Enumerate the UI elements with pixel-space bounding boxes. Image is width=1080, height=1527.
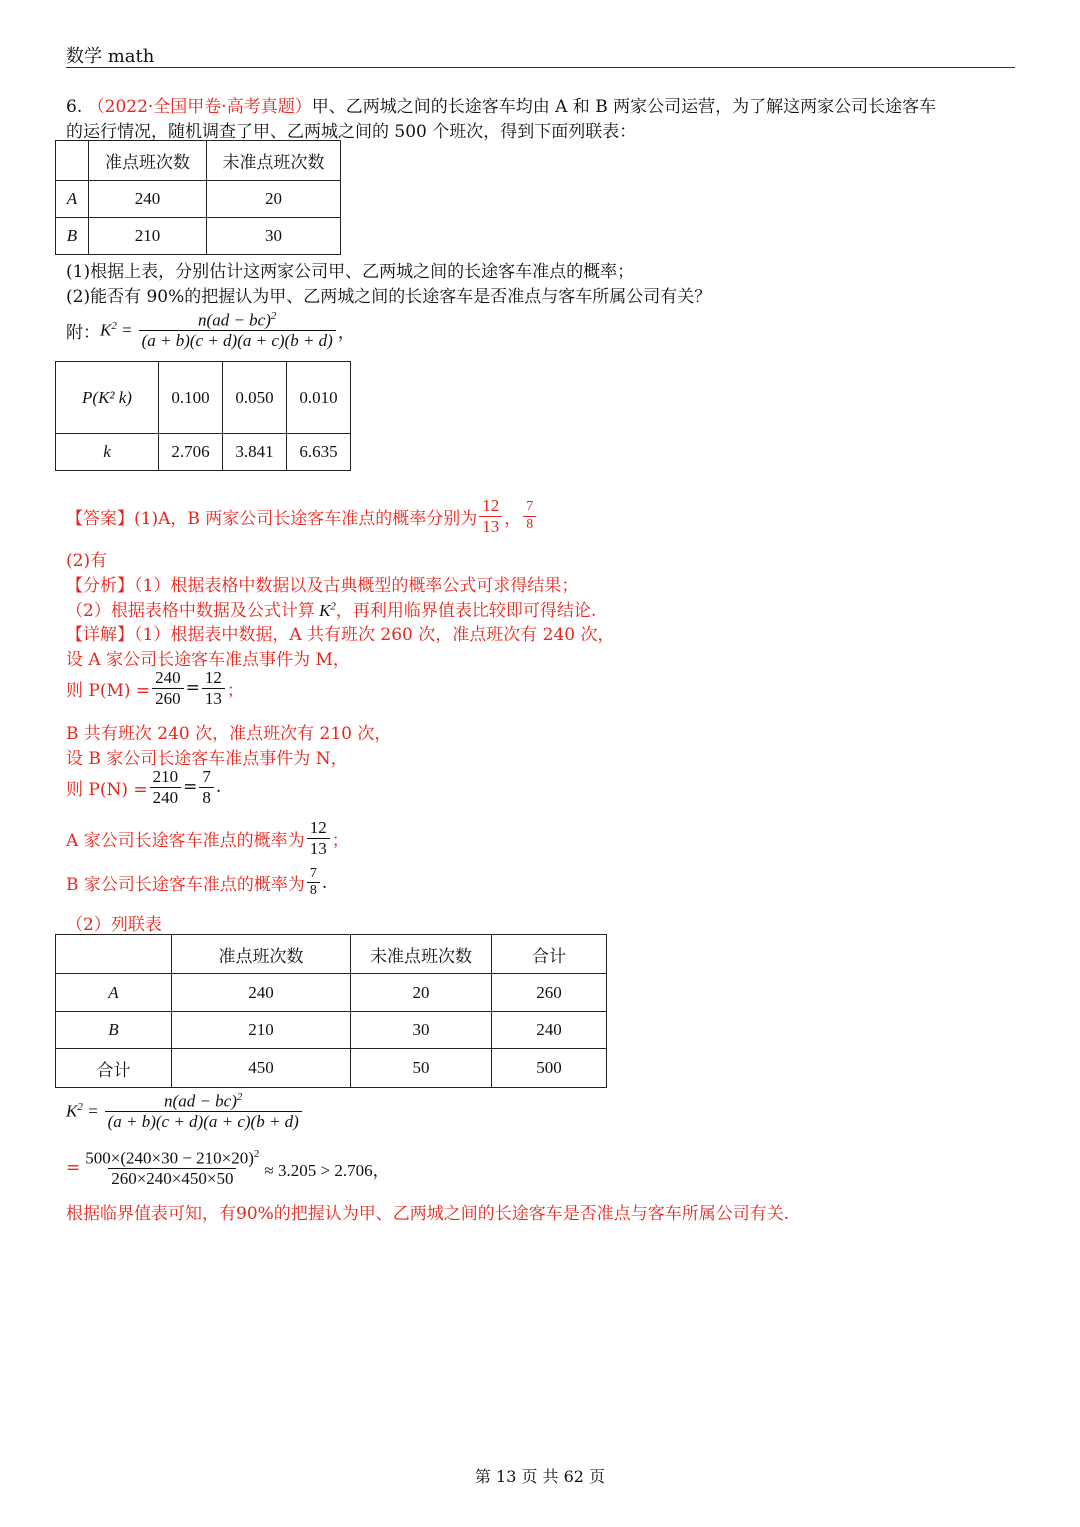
table3-row-label-b: B [56, 1012, 172, 1049]
table3-header-late: 未准点班次数 [351, 935, 492, 974]
table2-cell: 0.050 [223, 362, 287, 434]
table1-cell: 240 [89, 181, 207, 218]
critical-value-table [55, 361, 351, 471]
table3-cell: 20 [351, 974, 492, 1012]
table1-cell: 20 [207, 181, 341, 218]
prob-a-fraction: $\frac{12}{13}$ [307, 818, 330, 858]
answer-line: 【答案】 (1)A，B 两家公司长途客车准点的概率分别为 $\frac{12}{13}$ ， $\frac{7}{8}$ [66, 496, 538, 536]
answer-fraction-b: $\frac{7}{8}$ [523, 499, 536, 532]
table2-cell: 6.635 [287, 434, 351, 471]
answer-text: (1)A，B 两家公司长途客车准点的概率分别为 [134, 508, 478, 529]
table1-corner [56, 141, 89, 181]
appendix-label: 附： [66, 322, 100, 343]
problem-source: （2022·全国甲卷·高考真题） [87, 97, 312, 117]
calc-fraction: $\frac{500\times(240\times 30 - 210\times 20)^2}{260\times 240\times 450\times 50}$ [85, 1148, 260, 1189]
calc-result: ≈ 3.205 > 2.706， [264, 1160, 390, 1180]
table3-cell: 30 [351, 1012, 492, 1049]
answer-part-2: (2)有 [66, 551, 108, 571]
pm-fraction-1: $\frac{240}{260}$ [152, 668, 184, 708]
analysis-line-1: 【分析】（1）根据表格中数据以及古典概型的概率公式可求得结果； [66, 576, 579, 596]
table3-row-label-total: 合计 [56, 1049, 172, 1088]
analysis-line-2: （2）根据表格中数据及公式计算 $K^2$，再利用临界值表比较即可得结论. [66, 600, 597, 621]
conclusion: 根据临界值表可知，有90%的把握认为甲、乙两城之间的长途客车是否准点与客车所属公司有关. [66, 1204, 790, 1224]
table2-k-label: k [56, 434, 159, 471]
problem-text-1: 甲、乙两城之间的长途客车均由 A 和 B 两家公司运营，为了解这两家公司长途客车 [311, 97, 937, 117]
table3-cell: 240 [172, 974, 351, 1012]
appendix-formula: 附： $K^2$ = $\frac{n(ad - bc)^2}{(a + b)(c + d)(a + c)(b + d)}$ ， [66, 310, 355, 351]
table2-cell: 3.841 [223, 434, 287, 471]
table1-header-late: 未准点班次数 [207, 141, 341, 181]
pn-equation: 则 P(N) = $\frac{210}{240}$ = $\frac{7}{8}$ . [66, 767, 222, 807]
answer-tag: 【答案】 [66, 508, 134, 529]
table3-header-ontime: 准点班次数 [172, 935, 351, 974]
detail-line-5: A 家公司长途客车准点的概率为 $\frac{12}{13}$ ； [66, 818, 349, 858]
k-squared-symbol: $K^2$ = [100, 320, 133, 340]
answer-fraction-a: $\frac{12}{13}$ [479, 496, 502, 536]
table1-row-label-b: B [56, 218, 89, 255]
detail-line-2: 设 A 家公司长途客车准点事件为 M， [66, 650, 350, 670]
contingency-table-1 [55, 140, 341, 255]
table3-cell: 210 [172, 1012, 351, 1049]
table1-header-ontime: 准点班次数 [89, 141, 207, 181]
table2-cell: 0.010 [287, 362, 351, 434]
table3-corner [56, 935, 172, 974]
table2-cell: 2.706 [159, 434, 223, 471]
problem-line-1 [66, 92, 936, 117]
k-squared-fraction: $\frac{n(ad - bc)^2}{(a + b)(c + d)(a + c)(b + d)}$ [139, 310, 336, 351]
formula-denominator: (a + b)(c + d)(a + c)(b + d) [139, 330, 336, 351]
detail-tag: 【详解】 [66, 625, 134, 645]
table3-cell: 260 [492, 974, 607, 1012]
pn-fraction-1: $\frac{210}{240}$ [150, 767, 182, 807]
k-squared-calculation: = $\frac{500\times(240\times 30 - 210\times 20)^2}{260\times 240\times 450\times 50}$ ≈ 3.205 > 2.706， [66, 1148, 390, 1189]
pm-equation: 则 P(M) = $\frac{240}{260}$ = $\frac{12}{13}$ ； [66, 668, 244, 708]
header-divider [66, 67, 1015, 68]
problem-line-2: 的运行情况，随机调查了甲、乙两城之间的 500 个班次，得到下面列联表： [66, 122, 637, 142]
table1-cell: 210 [89, 218, 207, 255]
table3-row-label-a: A [56, 974, 172, 1012]
detail-line-3: B 共有班次 240 次，准点班次有 210 次， [66, 724, 392, 744]
part-2-heading: （2）列联表 [66, 915, 162, 935]
pm-fraction-2: $\frac{12}{13}$ [202, 668, 225, 708]
table3-cell: 240 [492, 1012, 607, 1049]
formula-numerator: n(ad − bc) [198, 310, 271, 330]
pn-fraction-2: $\frac{7}{8}$ [199, 767, 214, 807]
problem-number: 6. [66, 97, 83, 117]
page-footer: 第 13 页 共 62 页 [474, 1467, 606, 1486]
question-1: (1)根据上表，分别估计这两家公司甲、乙两城之间的长途客车准点的概率； [66, 262, 635, 282]
table3-header-total: 合计 [492, 935, 607, 974]
table1-row-label-a: A [56, 181, 89, 218]
page-header-subject: 数学 math [66, 46, 155, 67]
table2-cell: 0.100 [159, 362, 223, 434]
table3-cell: 50 [351, 1049, 492, 1088]
contingency-table-2 [55, 934, 607, 1088]
prob-b-fraction: $\frac{7}{8}$ [307, 866, 320, 899]
detail-line-6: B 家公司长途客车准点的概率为 $\frac{7}{8}$ . [66, 866, 328, 899]
table3-cell: 500 [492, 1049, 607, 1088]
question-2: (2)能否有 90%的把握认为甲、乙两城之间的长途客车是否准点与客车所属公司有关？ [66, 287, 712, 307]
detail-line-4: 设 B 家公司长途客车准点事件为 N， [66, 749, 348, 769]
table1-cell: 30 [207, 218, 341, 255]
k-squared-formula-2: $K^2$ = $\frac{n(ad - bc)^2}{(a + b)(c + d)(a + c)(b + d)}$ [66, 1091, 304, 1132]
table2-p-label: P(K² k) [56, 362, 159, 434]
analysis-tag: 【分析】 [66, 576, 134, 596]
table3-cell: 450 [172, 1049, 351, 1088]
detail-line-1: 【详解】（1）根据表中数据，A 共有班次 260 次，准点班次有 240 次， [66, 625, 615, 645]
